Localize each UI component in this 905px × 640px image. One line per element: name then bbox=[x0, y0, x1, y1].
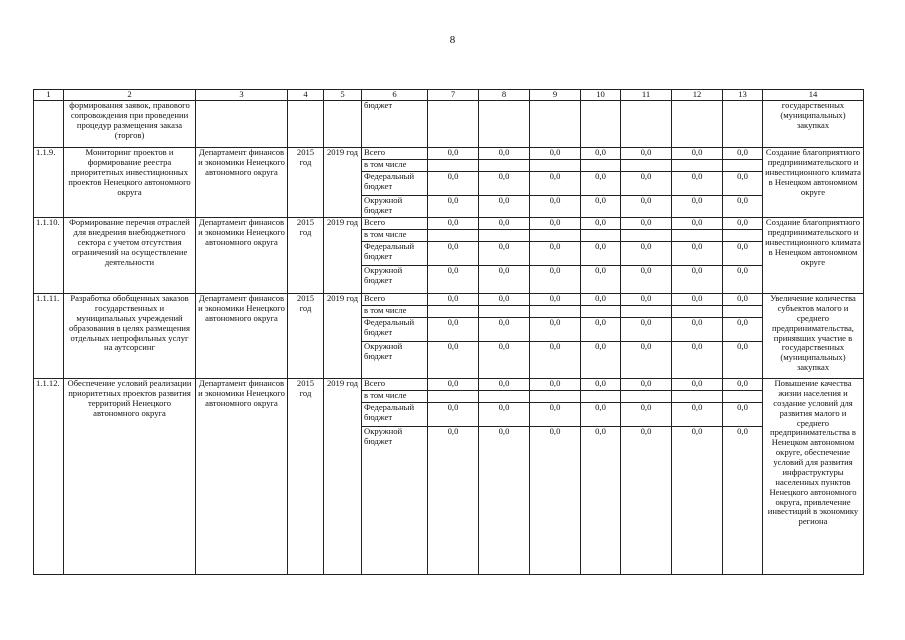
amount-cell: 0,0 bbox=[672, 342, 723, 379]
amount-cell: 0,0 bbox=[581, 379, 621, 391]
amount-cell: 0,0 bbox=[428, 266, 479, 294]
amount-cell bbox=[479, 391, 530, 403]
header-col: 4 bbox=[288, 90, 324, 101]
funding-source: Всего bbox=[362, 379, 428, 391]
amount-cell bbox=[621, 306, 672, 318]
table-row bbox=[34, 218, 864, 230]
amount-cell: 0,0 bbox=[723, 379, 763, 391]
header-col: 9 bbox=[530, 90, 581, 101]
amount-cell: 0,0 bbox=[672, 172, 723, 196]
expected-result: Создание благоприятного предпринимательского и инвестиционного климата в Ненецком автономном округе bbox=[763, 218, 864, 294]
amount-cell: 0,0 bbox=[479, 403, 530, 427]
responsible-dept: Департамент финансов и экономики Ненецкого автономного округа bbox=[196, 379, 288, 575]
amount-cell bbox=[428, 306, 479, 318]
amount-cell bbox=[530, 391, 581, 403]
amount-cell: 0,0 bbox=[581, 148, 621, 160]
funding-source: Федеральный бюджет bbox=[362, 172, 428, 196]
amount-cell: 0,0 bbox=[581, 342, 621, 379]
amount-cell: 0,0 bbox=[581, 242, 621, 266]
amount-cell: 0,0 bbox=[530, 218, 581, 230]
funding-source: Окружной бюджет bbox=[362, 342, 428, 379]
cont-col3 bbox=[196, 101, 288, 148]
amount-cell bbox=[428, 160, 479, 172]
amount-cell bbox=[428, 391, 479, 403]
cont-col1 bbox=[34, 101, 64, 148]
amount-cell: 0,0 bbox=[621, 242, 672, 266]
header-col: 14 bbox=[763, 90, 864, 101]
amount-cell: 0,0 bbox=[672, 266, 723, 294]
amount-cell: 0,0 bbox=[723, 218, 763, 230]
cont-result: государственных (муниципальных) закупках bbox=[763, 101, 864, 148]
amount-cell: 0,0 bbox=[428, 218, 479, 230]
header-col: 13 bbox=[723, 90, 763, 101]
amount-cell bbox=[672, 230, 723, 242]
header-col: 1 bbox=[34, 90, 64, 101]
cont-name: формирования заявок, правового сопровождения при проведении процедур размещения заказа (торгов) bbox=[64, 101, 196, 148]
funding-source: Окружной бюджет bbox=[362, 427, 428, 575]
amount-cell: 0,0 bbox=[530, 148, 581, 160]
start-year: 2015 год bbox=[288, 148, 324, 218]
cont-col8 bbox=[479, 101, 530, 148]
table-row bbox=[34, 379, 864, 391]
funding-source: в том числе bbox=[362, 230, 428, 242]
funding-source: Всего bbox=[362, 148, 428, 160]
funding-source: в том числе bbox=[362, 160, 428, 172]
amount-cell bbox=[530, 160, 581, 172]
amount-cell: 0,0 bbox=[530, 342, 581, 379]
header-col: 10 bbox=[581, 90, 621, 101]
amount-cell bbox=[621, 391, 672, 403]
amount-cell: 0,0 bbox=[530, 242, 581, 266]
amount-cell bbox=[479, 160, 530, 172]
expected-result: Увеличение количества субъектов малого и среднего предпринимательства, принявших участие в государственных (муниципальных) закупках bbox=[763, 294, 864, 379]
amount-cell: 0,0 bbox=[581, 427, 621, 575]
amount-cell: 0,0 bbox=[530, 294, 581, 306]
funding-source: Окружной бюджет bbox=[362, 196, 428, 218]
continuation-row bbox=[34, 101, 864, 148]
start-year: 2015 год bbox=[288, 379, 324, 575]
amount-cell: 0,0 bbox=[723, 403, 763, 427]
header-row bbox=[34, 90, 864, 101]
amount-cell: 0,0 bbox=[621, 196, 672, 218]
amount-cell bbox=[723, 391, 763, 403]
amount-cell: 0,0 bbox=[530, 403, 581, 427]
amount-cell: 0,0 bbox=[621, 403, 672, 427]
amount-cell bbox=[672, 160, 723, 172]
amount-cell: 0,0 bbox=[723, 196, 763, 218]
cont-source: бюджет bbox=[362, 101, 428, 148]
cont-col4 bbox=[288, 101, 324, 148]
header-col: 6 bbox=[362, 90, 428, 101]
amount-cell bbox=[581, 391, 621, 403]
amount-cell: 0,0 bbox=[723, 342, 763, 379]
amount-cell: 0,0 bbox=[621, 427, 672, 575]
funding-source: Всего bbox=[362, 294, 428, 306]
responsible-dept: Департамент финансов и экономики Ненецкого автономного округа bbox=[196, 218, 288, 294]
amount-cell: 0,0 bbox=[581, 403, 621, 427]
cont-col13 bbox=[723, 101, 763, 148]
amount-cell bbox=[723, 160, 763, 172]
header-col: 8 bbox=[479, 90, 530, 101]
amount-cell: 0,0 bbox=[581, 294, 621, 306]
amount-cell: 0,0 bbox=[479, 266, 530, 294]
responsible-dept: Департамент финансов и экономики Ненецкого автономного округа bbox=[196, 294, 288, 379]
amount-cell: 0,0 bbox=[723, 172, 763, 196]
amount-cell: 0,0 bbox=[581, 266, 621, 294]
header-col: 5 bbox=[324, 90, 362, 101]
amount-cell bbox=[581, 160, 621, 172]
amount-cell: 0,0 bbox=[621, 218, 672, 230]
header-col: 7 bbox=[428, 90, 479, 101]
amount-cell: 0,0 bbox=[672, 427, 723, 575]
header-col: 11 bbox=[621, 90, 672, 101]
header-col: 2 bbox=[64, 90, 196, 101]
amount-cell: 0,0 bbox=[530, 427, 581, 575]
amount-cell: 0,0 bbox=[672, 218, 723, 230]
amount-cell: 0,0 bbox=[621, 294, 672, 306]
amount-cell bbox=[581, 230, 621, 242]
amount-cell bbox=[581, 306, 621, 318]
end-year: 2019 год bbox=[324, 379, 362, 575]
amount-cell bbox=[672, 391, 723, 403]
row-number: 1.1.10. bbox=[34, 218, 64, 294]
amount-cell: 0,0 bbox=[672, 148, 723, 160]
amount-cell: 0,0 bbox=[479, 218, 530, 230]
amount-cell: 0,0 bbox=[672, 196, 723, 218]
activity-name: Мониторинг проектов и формирование реестра приоритетных инвестиционных проектов Ненецкого автономного округа bbox=[64, 148, 196, 218]
amount-cell: 0,0 bbox=[530, 318, 581, 342]
amount-cell bbox=[621, 160, 672, 172]
amount-cell: 0,0 bbox=[672, 318, 723, 342]
cont-col12 bbox=[672, 101, 723, 148]
amount-cell: 0,0 bbox=[621, 318, 672, 342]
amount-cell: 0,0 bbox=[479, 342, 530, 379]
amount-cell: 0,0 bbox=[428, 318, 479, 342]
table-row bbox=[34, 294, 864, 306]
amount-cell: 0,0 bbox=[723, 148, 763, 160]
amount-cell bbox=[672, 306, 723, 318]
amount-cell: 0,0 bbox=[581, 196, 621, 218]
expected-result: Повышение качества жизни населения и создание условий для развития малого и среднего предпринимательства в Ненецком автономном округе, обеспечение условий для развития инфраструктуры населенных пунктов Ненецкого автономного округа, привлечение инвестиций в экономику региона bbox=[763, 379, 864, 575]
amount-cell: 0,0 bbox=[428, 148, 479, 160]
amount-cell: 0,0 bbox=[723, 427, 763, 575]
amount-cell: 0,0 bbox=[428, 403, 479, 427]
amount-cell: 0,0 bbox=[621, 148, 672, 160]
amount-cell: 0,0 bbox=[530, 172, 581, 196]
amount-cell: 0,0 bbox=[428, 342, 479, 379]
amount-cell: 0,0 bbox=[581, 218, 621, 230]
cont-col7 bbox=[428, 101, 479, 148]
amount-cell: 0,0 bbox=[723, 318, 763, 342]
amount-cell: 0,0 bbox=[479, 172, 530, 196]
amount-cell: 0,0 bbox=[479, 318, 530, 342]
amount-cell: 0,0 bbox=[621, 172, 672, 196]
amount-cell: 0,0 bbox=[581, 172, 621, 196]
amount-cell: 0,0 bbox=[723, 242, 763, 266]
amount-cell bbox=[479, 230, 530, 242]
amount-cell: 0,0 bbox=[530, 196, 581, 218]
header-col: 12 bbox=[672, 90, 723, 101]
funding-source: Всего bbox=[362, 218, 428, 230]
amount-cell: 0,0 bbox=[621, 342, 672, 379]
row-number: 1.1.9. bbox=[34, 148, 64, 218]
amount-cell bbox=[723, 230, 763, 242]
funding-source: в том числе bbox=[362, 306, 428, 318]
activity-name: Обеспечение условий реализации приоритетных проектов развития территорий Ненецкого автономного округа bbox=[64, 379, 196, 575]
start-year: 2015 год bbox=[288, 218, 324, 294]
amount-cell: 0,0 bbox=[428, 379, 479, 391]
funding-source: Федеральный бюджет bbox=[362, 403, 428, 427]
cont-col11 bbox=[621, 101, 672, 148]
funding-source: Окружной бюджет bbox=[362, 266, 428, 294]
amount-cell: 0,0 bbox=[428, 294, 479, 306]
amount-cell: 0,0 bbox=[672, 242, 723, 266]
activity-name: Разработка обобщенных заказов государственных и муниципальных учреждений образования в целях размещения отдельных непрофильных услуг на аутсорсинг bbox=[64, 294, 196, 379]
amount-cell: 0,0 bbox=[479, 294, 530, 306]
start-year: 2015 год bbox=[288, 294, 324, 379]
end-year: 2019 год bbox=[324, 218, 362, 294]
end-year: 2019 год bbox=[324, 148, 362, 218]
amount-cell: 0,0 bbox=[428, 196, 479, 218]
cont-col10 bbox=[581, 101, 621, 148]
amount-cell: 0,0 bbox=[479, 196, 530, 218]
cont-col9 bbox=[530, 101, 581, 148]
funding-source: в том числе bbox=[362, 391, 428, 403]
row-number: 1.1.12. bbox=[34, 379, 64, 575]
amount-cell bbox=[723, 306, 763, 318]
program-table bbox=[33, 89, 864, 575]
amount-cell: 0,0 bbox=[479, 379, 530, 391]
amount-cell bbox=[621, 230, 672, 242]
amount-cell: 0,0 bbox=[723, 266, 763, 294]
amount-cell bbox=[428, 230, 479, 242]
funding-source: Федеральный бюджет bbox=[362, 242, 428, 266]
amount-cell: 0,0 bbox=[621, 266, 672, 294]
end-year: 2019 год bbox=[324, 294, 362, 379]
cont-col5 bbox=[324, 101, 362, 148]
amount-cell bbox=[530, 306, 581, 318]
expected-result: Создание благоприятного предпринимательского и инвестиционного климата в Ненецком автономном округе bbox=[763, 148, 864, 218]
amount-cell: 0,0 bbox=[621, 379, 672, 391]
responsible-dept: Департамент финансов и экономики Ненецкого автономного округа bbox=[196, 148, 288, 218]
header-col: 3 bbox=[196, 90, 288, 101]
amount-cell: 0,0 bbox=[530, 379, 581, 391]
row-number: 1.1.11. bbox=[34, 294, 64, 379]
amount-cell: 0,0 bbox=[428, 172, 479, 196]
amount-cell bbox=[479, 306, 530, 318]
table-row bbox=[34, 148, 864, 160]
amount-cell: 0,0 bbox=[479, 427, 530, 575]
page-number: 8 bbox=[449, 34, 456, 46]
amount-cell: 0,0 bbox=[723, 294, 763, 306]
amount-cell bbox=[530, 230, 581, 242]
amount-cell: 0,0 bbox=[428, 242, 479, 266]
amount-cell: 0,0 bbox=[479, 242, 530, 266]
amount-cell: 0,0 bbox=[672, 379, 723, 391]
amount-cell: 0,0 bbox=[672, 403, 723, 427]
amount-cell: 0,0 bbox=[479, 148, 530, 160]
amount-cell: 0,0 bbox=[581, 318, 621, 342]
funding-source: Федеральный бюджет bbox=[362, 318, 428, 342]
amount-cell: 0,0 bbox=[530, 266, 581, 294]
amount-cell: 0,0 bbox=[672, 294, 723, 306]
amount-cell: 0,0 bbox=[428, 427, 479, 575]
activity-name: Формирование перечня отраслей для внедрения внебюджетного сектора с учетом отсутствия ограничений на осуществление деятельности bbox=[64, 218, 196, 294]
